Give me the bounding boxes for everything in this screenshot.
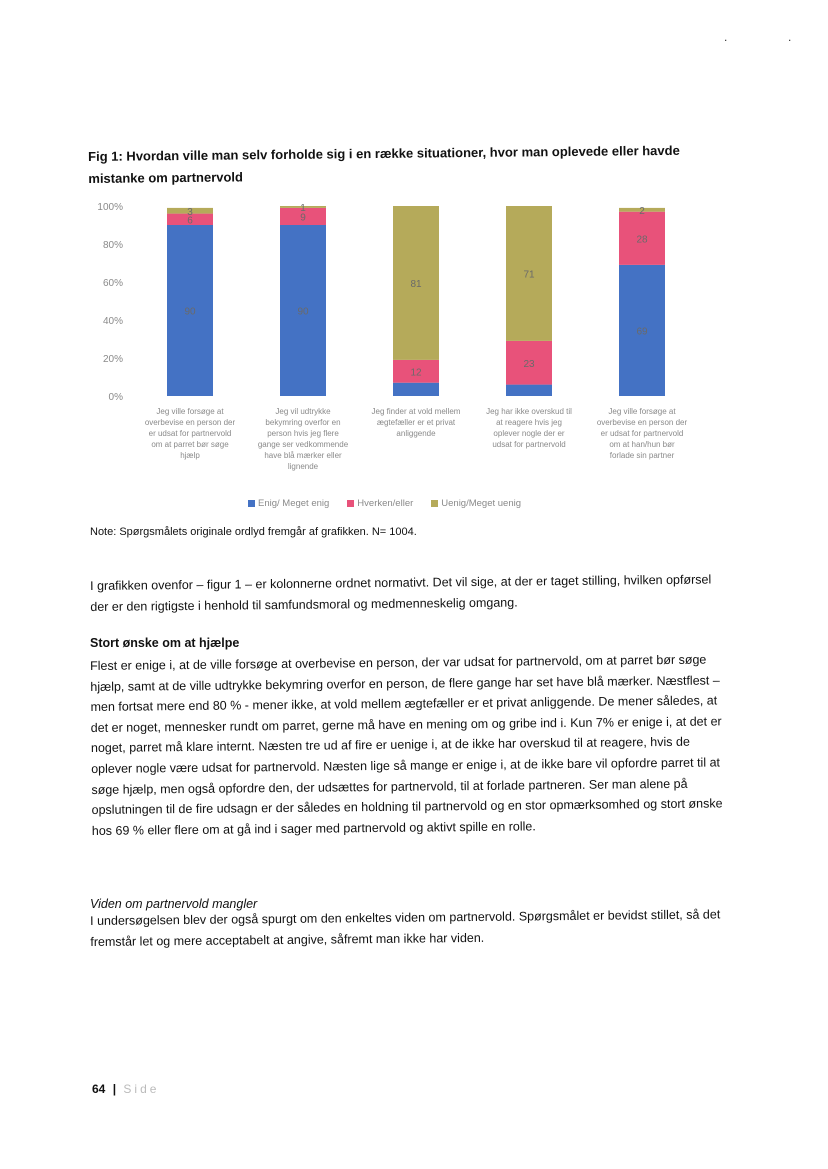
category-label-line: overbevise en person der bbox=[596, 418, 688, 427]
paragraph-knowledge: I undersøgelsen blev der også spurgt om den enkeltes viden om partnervold. Spørgsmålet er bevidst stillet, så det fremstår let og mere acceptabelt at angive, såfremt man ikke har viden. bbox=[90, 907, 721, 949]
category-label bbox=[470, 406, 588, 450]
category-label-line: forlade sin partner bbox=[609, 451, 675, 460]
bar-segment bbox=[506, 385, 552, 396]
page-side-word: Side bbox=[123, 1082, 160, 1096]
category-label-line: Jeg finder at vold mellem bbox=[371, 407, 461, 416]
category-label-line: have blå mærker eller bbox=[264, 451, 342, 460]
category-label-line: oplever nogle der er bbox=[493, 429, 565, 438]
page-footer bbox=[92, 1082, 159, 1096]
bar-segment bbox=[393, 383, 439, 396]
stacked-bar-chart bbox=[80, 196, 720, 516]
scan-dot: . bbox=[724, 30, 728, 44]
category-label-line: Jeg har ikke overskud til bbox=[486, 407, 572, 416]
category-label-line: anliggende bbox=[396, 429, 436, 438]
y-tick-label: 100% bbox=[97, 202, 123, 213]
data-label: 28 bbox=[636, 234, 648, 246]
category-label bbox=[583, 406, 701, 461]
data-label: 71 bbox=[523, 269, 535, 281]
category-label-line: Jeg ville forsøge at bbox=[608, 407, 676, 416]
legend-label: Enig/ Meget enig bbox=[258, 498, 330, 509]
category-label-line: er udsat for partnervold bbox=[148, 429, 232, 438]
page-separator: | bbox=[112, 1082, 117, 1096]
legend-item bbox=[431, 498, 521, 509]
scan-marks bbox=[720, 30, 810, 44]
y-tick-label: 20% bbox=[102, 354, 123, 365]
category-label-line: overbevise en person der bbox=[144, 418, 236, 427]
category-label-line: Jeg ville forsøge at bbox=[156, 407, 224, 416]
category-label-line: er udsat for partnervold bbox=[600, 429, 684, 438]
data-label: 81 bbox=[410, 278, 422, 290]
category-label-line: Jeg vil udtrykke bbox=[275, 407, 331, 416]
section-heading-knowledge: Viden om partnervold mangler bbox=[90, 897, 258, 911]
paragraph-help: Flest er enige i, at de ville forsøge at overbevise en person, der var udsat for partnervold, om at parret bør søge hjælp, samt at de ville udtrykke bekymring overfor en person, de flere gange har set have blå mærker. Næstflest – men fortsat mere end 80 % - mener ikke, at vold mellem ægtefæller er et privat anliggende. De mener således, at det er noget, mennesker rundt om parret, gerne må have en mening om og gribe ind i. Kun 7% er enige i, at det er noget, parret må klare internt. Næsten tre ud af fire er uenige i, at de ikke har overskud til at reagere, hvis de oplever nogle være udsat for partnervold. Næsten lige så mange er enige i, at de ikke bare vil opfordre parret til at søge hjælp, men også opfordre den, der udsættes for partnervold, til at forlade partneren. Ser man alene på opslutningen til de fire udsagn er der således en holdning til partnervold og en stor opmærksomhed og stort ønske hos 69 % eller flere om at gå ind i sager med partnervold og aktivt spille en rolle. bbox=[90, 652, 723, 838]
scan-dot: . bbox=[788, 30, 792, 44]
category-label-line: bekymring overfor en bbox=[265, 418, 341, 427]
figure-note: Note: Spørgsmålets originale ordlyd fremgår af grafikken. N= 1004. bbox=[90, 526, 417, 538]
category-label bbox=[357, 406, 475, 439]
data-label: 9 bbox=[300, 212, 306, 224]
legend-item bbox=[347, 498, 413, 509]
legend-label: Hverken/eller bbox=[357, 498, 414, 509]
y-tick-label: 80% bbox=[102, 240, 123, 251]
category-label-line: om at parret bør søge bbox=[151, 440, 229, 449]
data-label: 69 bbox=[636, 326, 648, 338]
category-label bbox=[131, 406, 249, 461]
y-tick-label: 40% bbox=[102, 316, 123, 327]
y-tick-label: 60% bbox=[102, 278, 123, 289]
legend-item bbox=[248, 498, 329, 509]
category-label-line: ægtefæller er et privat bbox=[376, 418, 456, 427]
data-label: 23 bbox=[523, 358, 535, 370]
category-label-line: at reagere hvis jeg bbox=[496, 418, 562, 427]
category-label-line: gange ser vedkommende bbox=[257, 440, 349, 449]
legend-swatch bbox=[248, 500, 255, 507]
category-label-line: udsat for partnervold bbox=[492, 440, 566, 449]
category-label-line: hjælp bbox=[180, 451, 200, 460]
data-label: 6 bbox=[187, 215, 193, 227]
y-tick-label: 0% bbox=[108, 392, 123, 403]
data-label: 1 bbox=[300, 202, 306, 214]
category-label-line: om at han/hun bør bbox=[609, 440, 675, 449]
category-label-line: person hvis jeg flere bbox=[267, 429, 339, 438]
chart-legend bbox=[248, 498, 521, 509]
section-heading-help: Stort ønske om at hjælpe bbox=[90, 636, 240, 650]
legend-swatch bbox=[347, 500, 354, 507]
page-number: 64 bbox=[92, 1082, 106, 1096]
category-label-line: lignende bbox=[287, 462, 319, 471]
figure-title: Fig 1: Hvordan ville man selv forholde sig i en række situationer, hvor man oplevede eller havde mistanke om partnervold bbox=[88, 142, 680, 186]
data-label: 2 bbox=[639, 205, 645, 217]
legend-swatch bbox=[431, 500, 438, 507]
category-label bbox=[244, 406, 362, 472]
paragraph-intro: I grafikken ovenfor – figur 1 – er kolonnerne ordnet normativt. Det vil sige, at der er taget stilling, hvilken opførsel der er den rigtigste i henhold til samfundsmoral og medmenneskelig omgang. bbox=[90, 572, 712, 614]
legend-label: Uenig/Meget uenig bbox=[441, 498, 522, 509]
data-label: 90 bbox=[184, 306, 196, 318]
data-label: 3 bbox=[187, 206, 193, 218]
data-label: 12 bbox=[410, 367, 422, 379]
data-label: 90 bbox=[297, 306, 309, 318]
